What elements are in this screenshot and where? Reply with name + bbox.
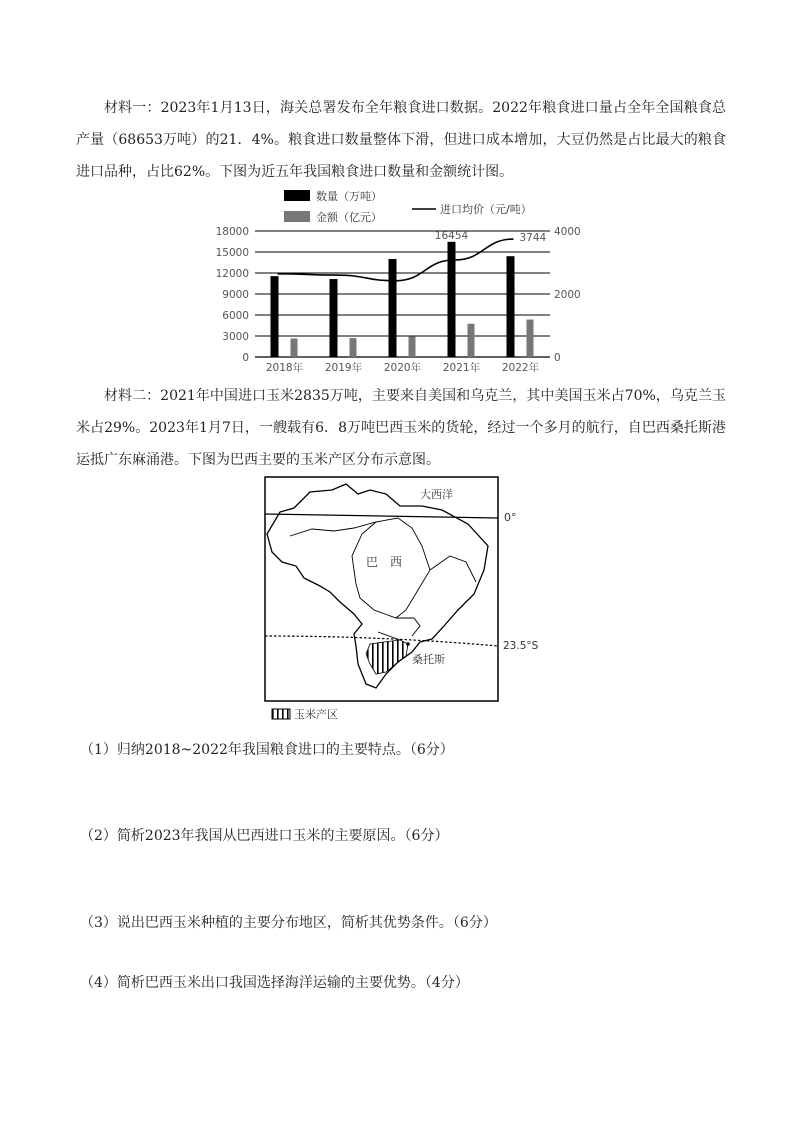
right-tick-label: 2000: [554, 289, 581, 301]
left-tick-label: 15000: [215, 247, 249, 259]
category-label: 2021年: [442, 362, 481, 374]
santos-port-dot: [406, 642, 410, 646]
bar-quantity: [330, 279, 338, 357]
left-tick-label: 3000: [222, 331, 249, 343]
question-4: （4）简析巴西玉米出口我国选择海洋运输的主要优势。（4分）: [80, 975, 469, 991]
data-label-price-2022: 3744: [519, 232, 547, 245]
category-label: 2018年: [265, 362, 304, 374]
left-tick-label: 12000: [215, 268, 249, 280]
question-1: （1）归纳2018~2022年我国粮食进口的主要特点。（6分）: [80, 742, 454, 758]
legend-qty-label: 数量（万吨）: [316, 190, 382, 203]
bar-amount: [409, 336, 416, 357]
corn-legend-label: 玉米产区: [294, 708, 338, 721]
legend-price-label: 进口均价（元/吨）: [440, 203, 532, 216]
question-3: （3）说出巴西玉米种植的主要分布地区，简析其优势条件。（6分）: [80, 915, 497, 931]
right-tick-label: 4000: [554, 226, 581, 238]
bar-quantity: [507, 256, 515, 357]
tropic-label: 23.5°S: [503, 640, 539, 652]
bar-amount: [350, 338, 357, 357]
bar-quantity: [389, 259, 397, 357]
legend-qty-swatch: [284, 190, 310, 201]
legend-amount-swatch: [284, 211, 310, 222]
bar-quantity: [271, 276, 279, 357]
material-one-text: 材料一：2023年1月13日，海关总署发布全年粮食进口数据。2022年粮食进口量占全年全国粮食总产量（68653万吨）的21．4%。粮食进口数量整体下滑，但进口成本增加，大豆仍然是占比最大的粮食进口品种，占比62%。下图为近五年我国粮食进口数量和金额统计图。: [76, 100, 726, 180]
bar-amount: [527, 320, 534, 357]
bar-quantity: [448, 242, 456, 357]
brazil-corn-map: [262, 474, 539, 724]
question-2: （2）简析2023年我国从巴西进口玉米的主要原因。（6分）: [80, 828, 449, 844]
left-tick-label: 18000: [215, 226, 249, 238]
corn-legend-swatch: [272, 709, 290, 719]
country-label: 巴 西: [366, 555, 403, 569]
category-label: 2022年: [501, 362, 540, 374]
legend-amount-label: 金额（亿元）: [316, 211, 382, 224]
grain-import-chart: [200, 184, 600, 374]
category-label: 2020年: [383, 362, 422, 374]
ocean-label: 大西洋: [420, 488, 453, 501]
left-tick-label: 9000: [222, 289, 249, 301]
bar-amount: [468, 324, 475, 357]
left-tick-label: 0: [242, 352, 249, 364]
data-label-qty-2021: 16454: [434, 229, 469, 242]
right-tick-label: 0: [554, 352, 561, 364]
bar-amount: [291, 338, 298, 357]
category-label: 2019年: [324, 362, 363, 374]
santos-label: 桑托斯: [412, 653, 445, 666]
material-two-text: 材料二：2021年中国进口玉米2835万吨，主要来自美国和乌克兰，其中美国玉米占70%，乌克兰玉米占29%。2023年1月7日，一艘载有6．8万吨巴西玉米的货轮，经过一个多月的航行，自巴西桑托斯港运抵广东麻涌港。下图为巴西主要的玉米产区分布示意图。: [76, 388, 726, 468]
left-tick-label: 6000: [222, 310, 249, 322]
equator-label: 0°: [504, 511, 517, 524]
